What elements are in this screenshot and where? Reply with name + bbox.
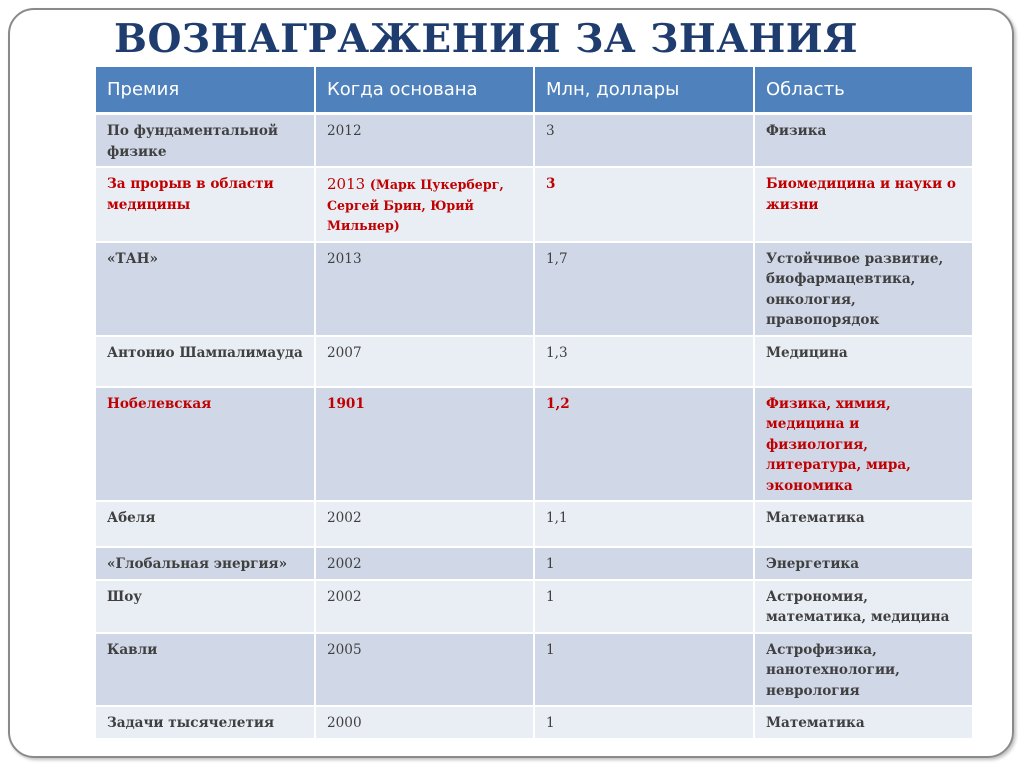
prizes-table	[96, 67, 974, 740]
cell-founded: 2002	[315, 580, 534, 633]
cell-prize: «ТАН»	[96, 242, 315, 336]
cell-prize: Антонио Шампалимауда	[96, 336, 315, 387]
cell-amount: 1	[534, 580, 754, 633]
table-row	[96, 167, 973, 242]
cell-amount: 1,3	[534, 336, 754, 387]
table-row	[96, 387, 973, 502]
table-row	[96, 336, 973, 387]
cell-amount: 3	[534, 114, 754, 168]
cell-founded	[315, 167, 534, 242]
cell-prize: Нобелевская	[96, 387, 315, 502]
cell-founded: 2002	[315, 501, 534, 547]
cell-prize: Шоу	[96, 580, 315, 633]
cell-prize: Кавли	[96, 633, 315, 707]
table-row	[96, 242, 973, 336]
cell-amount: 1	[534, 547, 754, 580]
cell-founded: 2012	[315, 114, 534, 168]
cell-field: Физика, химия, медицина и физиология, литература, мира, экономика	[754, 387, 973, 502]
cell-prize: Абеля	[96, 501, 315, 547]
cell-amount: 1	[534, 633, 754, 707]
cell-prize: По фундаментальной физике	[96, 114, 315, 168]
cell-field: Математика	[754, 706, 973, 739]
cell-founded-year: 2013	[327, 175, 366, 193]
cell-field: Физика	[754, 114, 973, 168]
table-row	[96, 114, 973, 168]
cell-prize: Задачи тысячелетия	[96, 706, 315, 739]
cell-founded: 2007	[315, 336, 534, 387]
cell-founded: 1901	[315, 387, 534, 502]
table-row	[96, 547, 973, 580]
table-row	[96, 501, 973, 547]
cell-field: Астрономия, математика, медицина	[754, 580, 973, 633]
cell-field: Энергетика	[754, 547, 973, 580]
header-amount: Млн, доллары	[534, 67, 754, 114]
cell-founded: 2013	[315, 242, 534, 336]
cell-field: Биомедицина и науки о жизни	[754, 167, 973, 242]
table-row	[96, 580, 973, 633]
cell-field: Астрофизика, нанотехнологии, неврология	[754, 633, 973, 707]
cell-field: Устойчивое развитие, биофармацевтика, онкология, правопорядок	[754, 242, 973, 336]
table-row	[96, 706, 973, 739]
slide-title: ВОЗНАГРАЖЕНИЯ ЗА ЗНАНИЯ	[114, 16, 859, 62]
table-row	[96, 633, 973, 707]
cell-amount: 1	[534, 706, 754, 739]
header-founded: Когда основана	[315, 67, 534, 114]
cell-founded-note: (Марк Цукерберг, Сергей Брин, Юрий Мильнер)	[327, 177, 504, 233]
cell-field: Математика	[754, 501, 973, 547]
cell-founded: 2005	[315, 633, 534, 707]
cell-prize: «Глобальная энергия»	[96, 547, 315, 580]
cell-prize: За прорыв в области медицины	[96, 167, 315, 242]
cell-founded: 2002	[315, 547, 534, 580]
header-field: Область	[754, 67, 973, 114]
cell-amount: 1,1	[534, 501, 754, 547]
cell-amount: 1,2	[534, 387, 754, 502]
cell-amount: 1,7	[534, 242, 754, 336]
table-header-row	[96, 67, 973, 114]
cell-founded: 2000	[315, 706, 534, 739]
cell-amount: 3	[534, 167, 754, 242]
header-prize: Премия	[96, 67, 315, 114]
cell-field: Медицина	[754, 336, 973, 387]
